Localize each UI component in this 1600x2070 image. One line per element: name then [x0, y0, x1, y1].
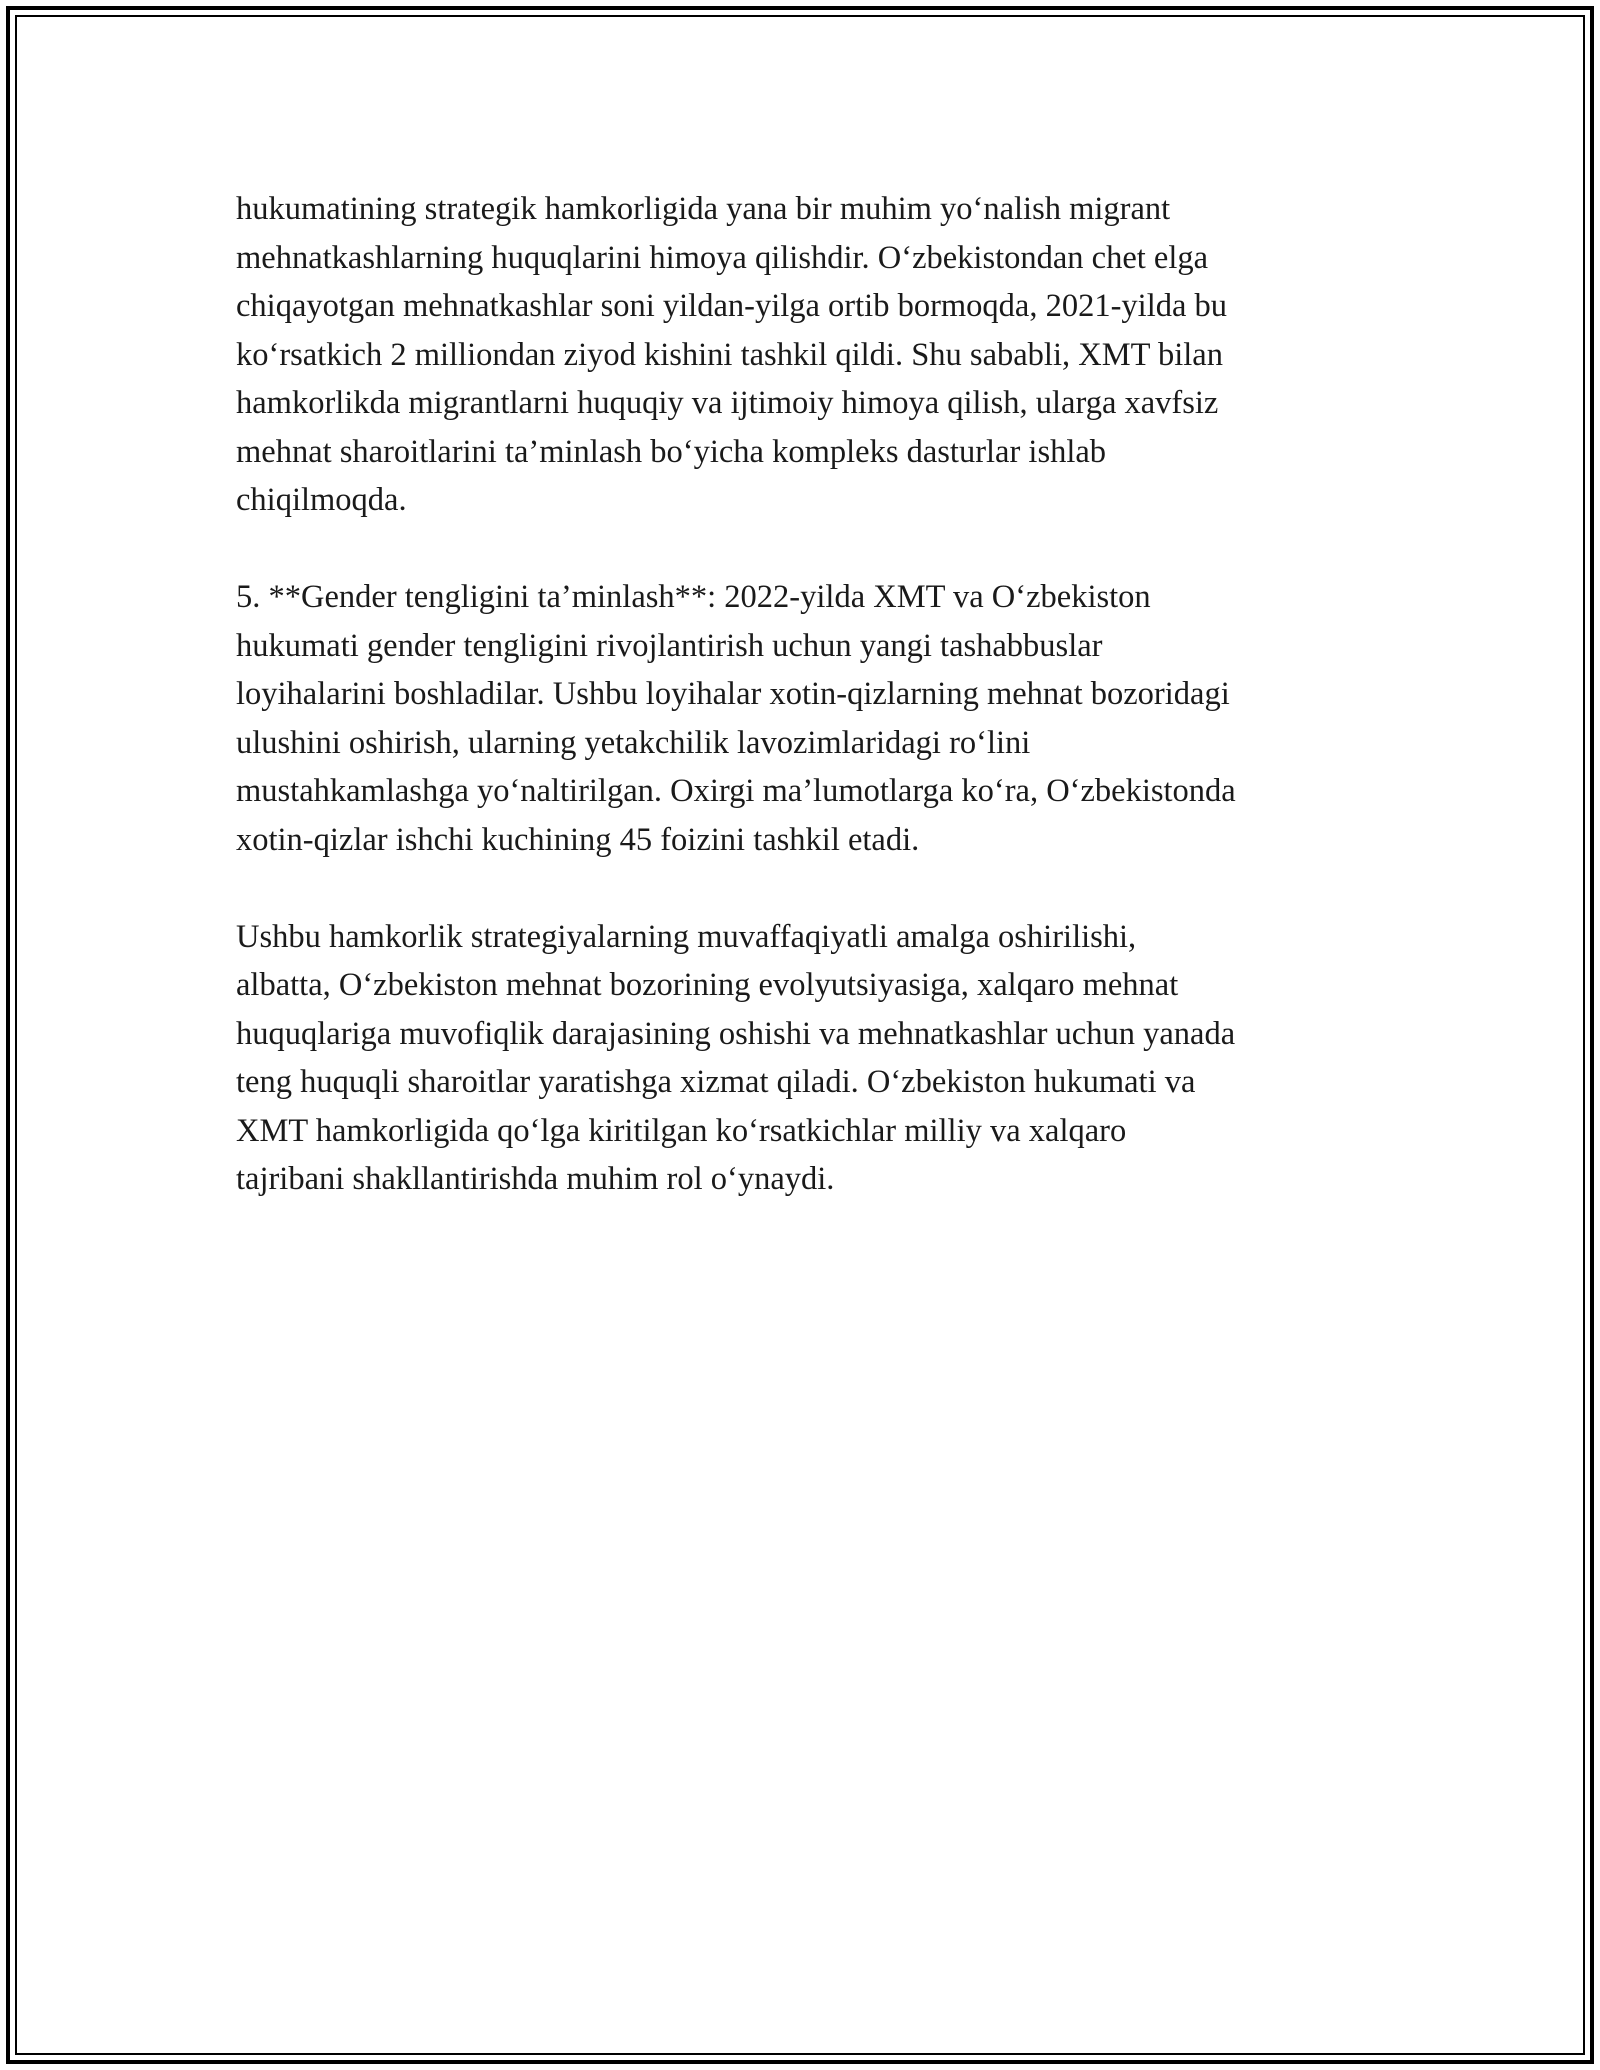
text-line: XMT hamkorligida qoʻlga kiritilgan koʻrsatkichlar milliy va xalqaro	[236, 1112, 1127, 1149]
text-line: chiqayotgan mehnatkashlar soni yildan-yilga ortib bormoqda, 2021-yilda bu	[236, 288, 1228, 324]
text-line: ulushini oshirish, ularning yetakchilik lavozimlaridagi roʻlini	[236, 724, 1031, 761]
text-line: mustahkamlashga yoʻnaltirilgan. Oxirgi ma’lumotlarga koʻra, Oʻzbekistonda	[236, 773, 1236, 809]
text-line: koʻrsatkich 2 milliondan ziyod kishini tashkil qildi. Shu sababli, XMT bilan	[236, 336, 1223, 373]
text-line: huquqlariga muvofiqlik darajasining oshishi va mehnatkashlar uchun yanada	[236, 1015, 1236, 1052]
text-line: 5. **Gender tengligini ta’minlash**: 2022-yilda XMT va Oʻzbekiston	[236, 579, 1151, 615]
paragraph-conclusion	[236, 913, 1376, 1204]
text-line: hamkorlikda migrantlarni huquqiy va ijtimoiy himoya qilish, ularga xavfsiz	[236, 385, 1219, 421]
text-line: albatta, Oʻzbekiston mehnat bozorining evolyutsiyasiga, xalqaro mehnat	[236, 967, 1179, 1003]
paragraph-gender-equality	[236, 573, 1376, 864]
text-line: mehnatkashlarning huquqlarini himoya qilishdir. Oʻzbekistondan chet elga	[236, 239, 1209, 276]
paragraph-migrant-workers	[236, 185, 1376, 525]
text-line: hukumatining strategik hamkorligida yana bir muhim yoʻnalish migrant	[236, 191, 1171, 227]
text-line: tajribani shakllantirishda muhim rol oʻynaydi.	[236, 1161, 835, 1197]
text-line: chiqilmoqda.	[236, 482, 407, 518]
text-line: loyihalarini boshladilar. Ushbu loyihalar xotin-qizlarning mehnat bozoridagi	[236, 676, 1230, 712]
document-body	[236, 185, 1376, 1252]
text-line: Ushbu hamkorlik strategiyalarning muvaffaqiyatli amalga oshirilishi,	[236, 918, 1137, 955]
text-line: mehnat sharoitlarini ta’minlash boʻyicha kompleks dasturlar ishlab	[236, 433, 1107, 470]
text-line: xotin-qizlar ishchi kuchining 45 foizini tashkil etadi.	[236, 821, 920, 858]
text-line: hukumati gender tengligini rivojlantirish uchun yangi tashabbuslar	[236, 627, 1103, 664]
text-line: teng huquqli sharoitlar yaratishga xizmat qiladi. Oʻzbekiston hukumati va	[236, 1064, 1196, 1100]
